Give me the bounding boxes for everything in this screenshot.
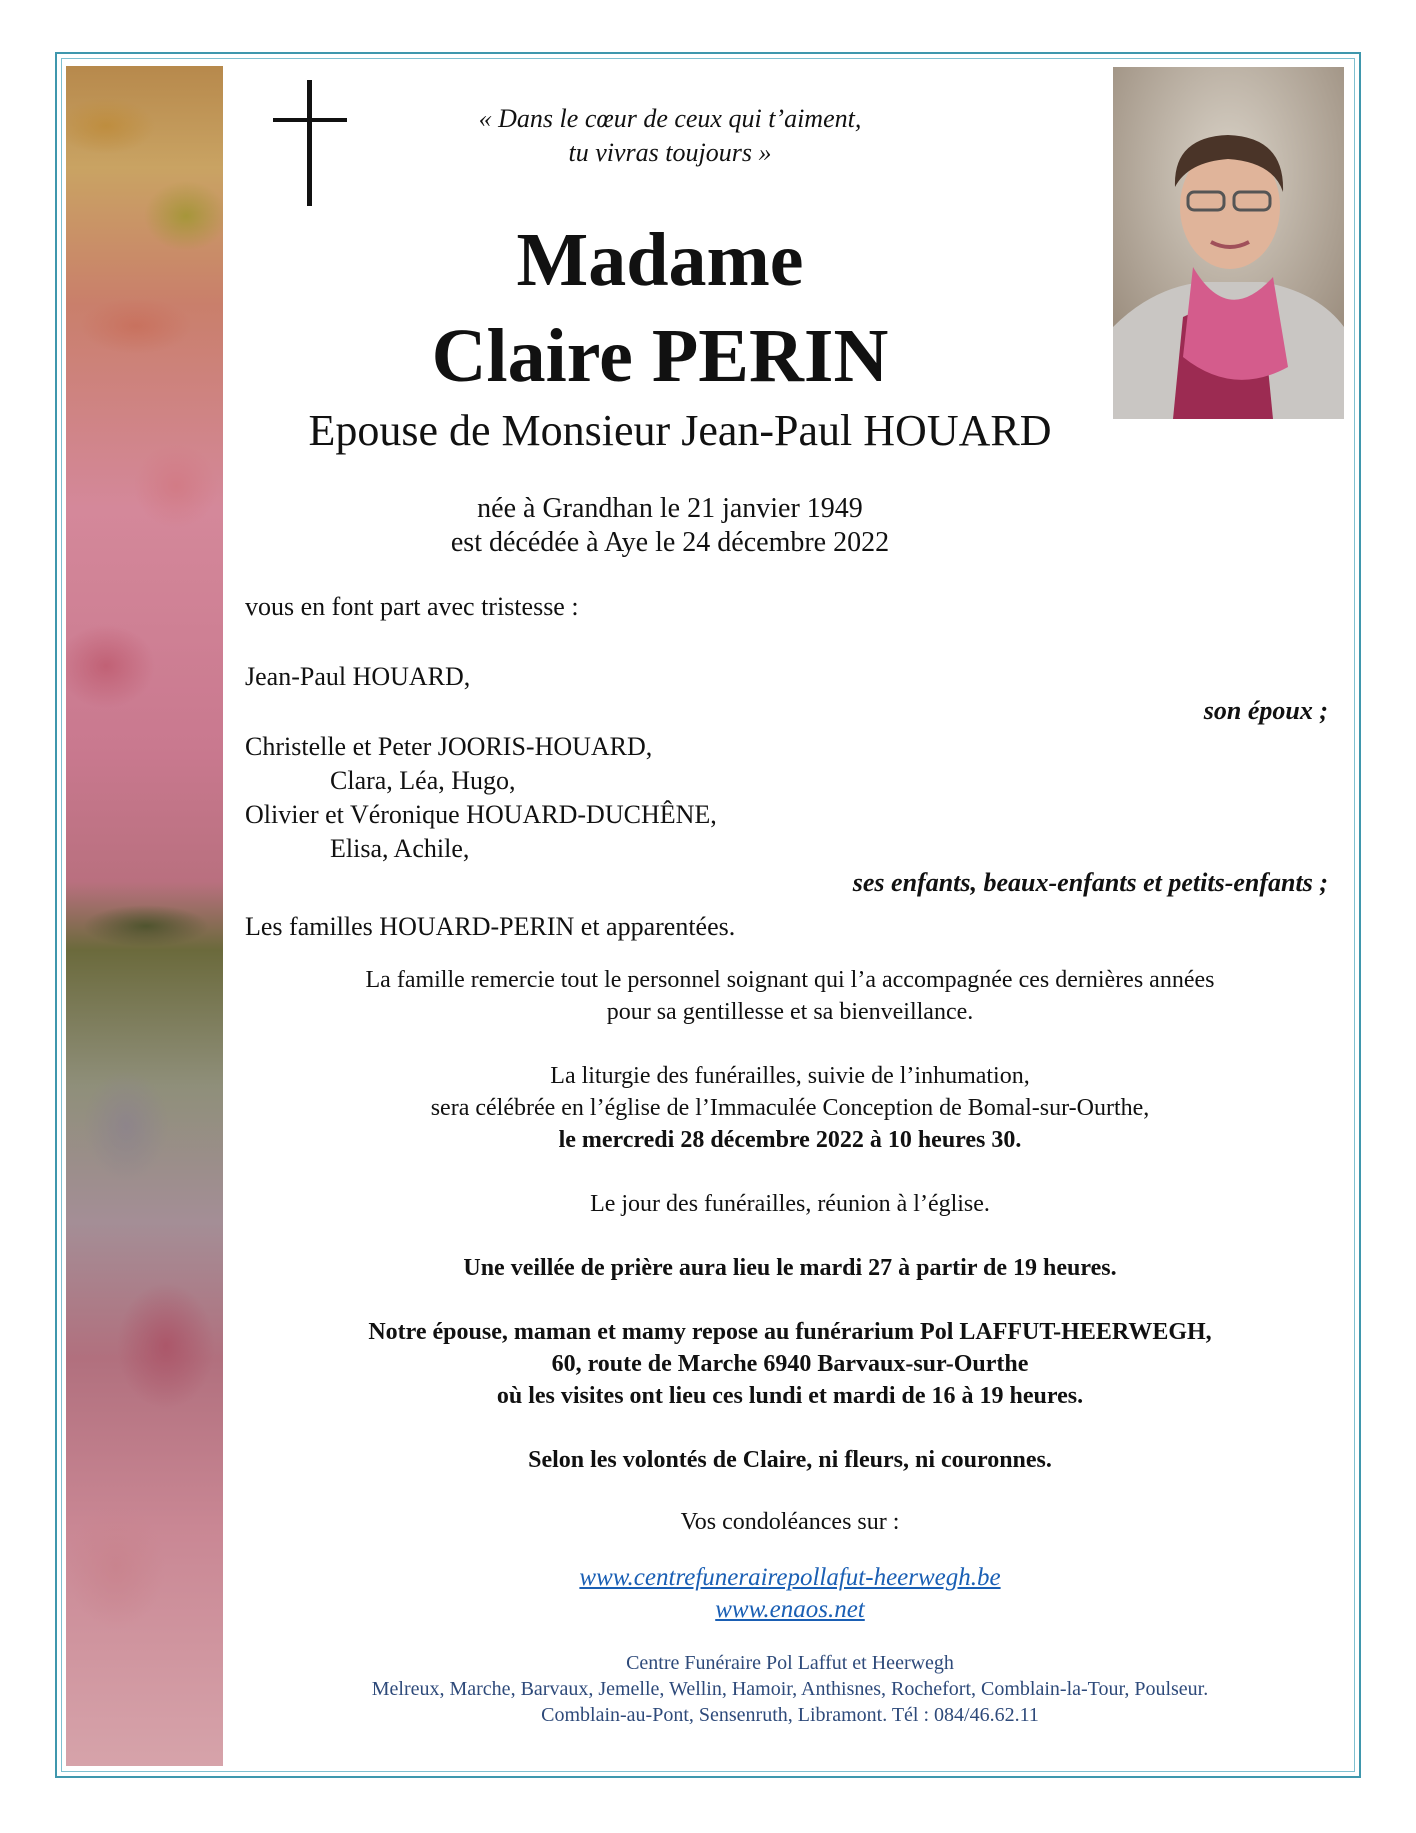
child-1: Christelle et Peter JOORIS-HOUARD, [245, 732, 653, 761]
grandchildren-1: Clara, Léa, Hugo, [330, 766, 516, 795]
portrait-photo [1113, 67, 1344, 419]
condolences-link-1[interactable]: www.centrefunerairepollafut-heerwegh.be [579, 1564, 1001, 1591]
footer-line-3: Comblain-au-Pont, Sensenruth, Libramont. Tél : 084/46.62.11 [541, 1704, 1039, 1726]
condolences-label: Vos condoléances sur : [680, 1509, 900, 1535]
deceased-name: Claire PERIN [431, 314, 889, 398]
spouse-role: son époux ; [1203, 696, 1328, 725]
birth-line: née à Grandhan le 21 janvier 1949 [477, 493, 863, 524]
footer-line-1: Centre Funéraire Pol Laffut et Heerwegh [626, 1652, 954, 1674]
meeting-line: Le jour des funérailles, réunion à l’église. [590, 1191, 990, 1217]
thanks-line-2: pour sa gentillesse et sa bienveillance. [606, 999, 974, 1025]
families-line: Les familles HOUARD-PERIN et apparentées. [245, 912, 736, 941]
liturgy-line-2: sera célébrée en l’église de l’Immaculée Conception de Bomal-sur-Ourthe, [430, 1095, 1150, 1121]
funeral-home-line-3: où les visites ont lieu ces lundi et mardi de 16 à 19 heures. [496, 1383, 1084, 1409]
spouse-line: Epouse de Monsieur Jean-Paul HOUARD [308, 406, 1052, 455]
grandchildren-2: Elisa, Achile, [330, 834, 470, 863]
footer-line-2: Melreux, Marche, Barvaux, Jemelle, Wellin, Hamoir, Anthisnes, Rochefort, Comblain-la-Tour, Poulseur. [371, 1678, 1209, 1700]
wishes-line: Selon les volontés de Claire, ni fleurs, ni couronnes. [528, 1447, 1052, 1473]
children-role: ses enfants, beaux-enfants et petits-enfants ; [852, 868, 1328, 897]
funeral-home-line-2: 60, route de Marche 6940 Barvaux-sur-Ourthe [551, 1351, 1029, 1377]
honorific: Madame [516, 218, 804, 302]
quote-line-2: tu vivras toujours » [568, 138, 772, 167]
flower-sidebar-image [66, 66, 223, 1766]
thanks-line-1: La famille remercie tout le personnel soignant qui l’a accompagnée ces dernières années [365, 967, 1215, 993]
funeral-home-line-1: Notre épouse, maman et mamy repose au funérarium Pol LAFFUT-HEERWEGH, [368, 1319, 1212, 1345]
vigil-line: Une veillée de prière aura lieu le mardi 27 à partir de 19 heures. [463, 1255, 1117, 1281]
condolences-link-2[interactable]: www.enaos.net [715, 1596, 865, 1623]
spouse-name: Jean-Paul HOUARD, [245, 662, 471, 691]
quote-line-1: « Dans le cœur de ceux qui t’aiment, [478, 104, 862, 133]
death-line: est décédée à Aye le 24 décembre 2022 [450, 527, 890, 558]
liturgy-date: le mercredi 28 décembre 2022 à 10 heures 30. [558, 1127, 1022, 1153]
child-2: Olivier et Véronique HOUARD-DUCHÊNE, [245, 800, 717, 829]
intro-line: vous en font part avec tristesse : [245, 592, 579, 621]
liturgy-line-1: La liturgie des funérailles, suivie de l’inhumation, [550, 1063, 1030, 1089]
